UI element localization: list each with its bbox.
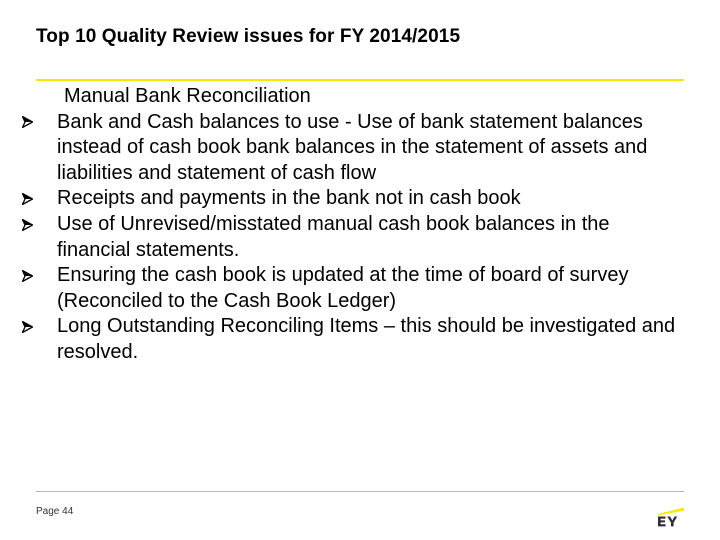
bullet-item [36,314,686,365]
bullet-item [36,110,686,187]
ey-logo-icon [656,505,685,527]
bullet-text: Long Outstanding Reconciling Items – this should be investigated and resolved. [57,315,676,363]
arrowhead-bullet-icon [22,263,36,289]
slide-title: Top 10 Quality Review issues for FY 2014/2015 [36,26,461,47]
page-number: Page 44 [36,506,74,517]
slide-content [36,84,686,366]
bullet-list [36,110,686,366]
arrowhead-bullet-icon [22,110,36,136]
arrowhead-bullet-icon [22,186,36,212]
bullet-item [36,186,686,212]
footer-divider [36,491,684,492]
arrowhead-bullet-icon [22,212,36,238]
bullet-text: Ensuring the cash book is updated at the time of board of survey (Reconciled to the Cash Book Ledger) [57,264,629,312]
bullet-item [36,212,686,263]
bullet-item [36,263,686,314]
section-subheading: Manual Bank Reconciliation [64,85,311,107]
title-divider [36,79,684,81]
bullet-text: Receipts and payments in the bank not in cash book [57,187,521,210]
arrowhead-bullet-icon [22,314,36,340]
bullet-text: Use of Unrevised/misstated manual cash book balances in the financial statements. [57,212,610,261]
bullet-text: Bank and Cash balances to use - Use of bank statement balances instead of cash book bank balances in the statement of assets and liabilities and statement of cash flow [57,110,648,184]
